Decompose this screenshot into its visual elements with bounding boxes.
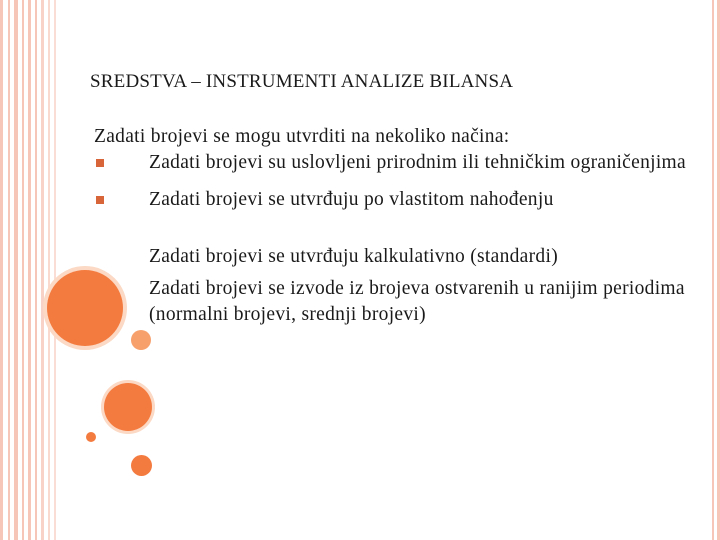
bullet-item <box>94 187 704 213</box>
spacer <box>94 213 704 244</box>
left-decorative-stripes <box>0 0 70 540</box>
bullet-item <box>94 276 704 328</box>
bullet-text: Zadati brojevi se izvode iz brojeva ostvarenih u ranijim periodima (normalni brojevi, srednji brojevi) <box>149 278 685 325</box>
bullet-text: Zadati brojevi su uslovljeni prirodnim ili tehničkim ograničenjima <box>149 152 686 173</box>
medium-orange-circle <box>131 330 151 350</box>
slide-content <box>94 124 704 328</box>
small-orange-circle-2 <box>131 455 152 476</box>
bullet-item <box>94 150 704 176</box>
slide-title: SREDSTVA – INSTRUMENTI ANALIZE BILANSA <box>90 71 514 92</box>
spacer <box>94 176 704 187</box>
bullet-text: Zadati brojevi se utvrđuju kalkulativno (standardi) <box>149 246 558 267</box>
small-orange-circle <box>86 432 96 442</box>
intro-text: Zadati brojevi se mogu utvrditi na nekoliko načina: <box>94 126 510 147</box>
square-bullet-icon <box>96 196 104 204</box>
orange-circle <box>104 383 152 431</box>
right-decorative-stripes <box>710 0 720 540</box>
square-bullet-icon <box>96 159 104 167</box>
bullet-item <box>94 244 704 270</box>
bullet-text: Zadati brojevi se utvrđuju po vlastitom nahođenju <box>149 189 554 210</box>
bullet-list <box>94 150 704 328</box>
